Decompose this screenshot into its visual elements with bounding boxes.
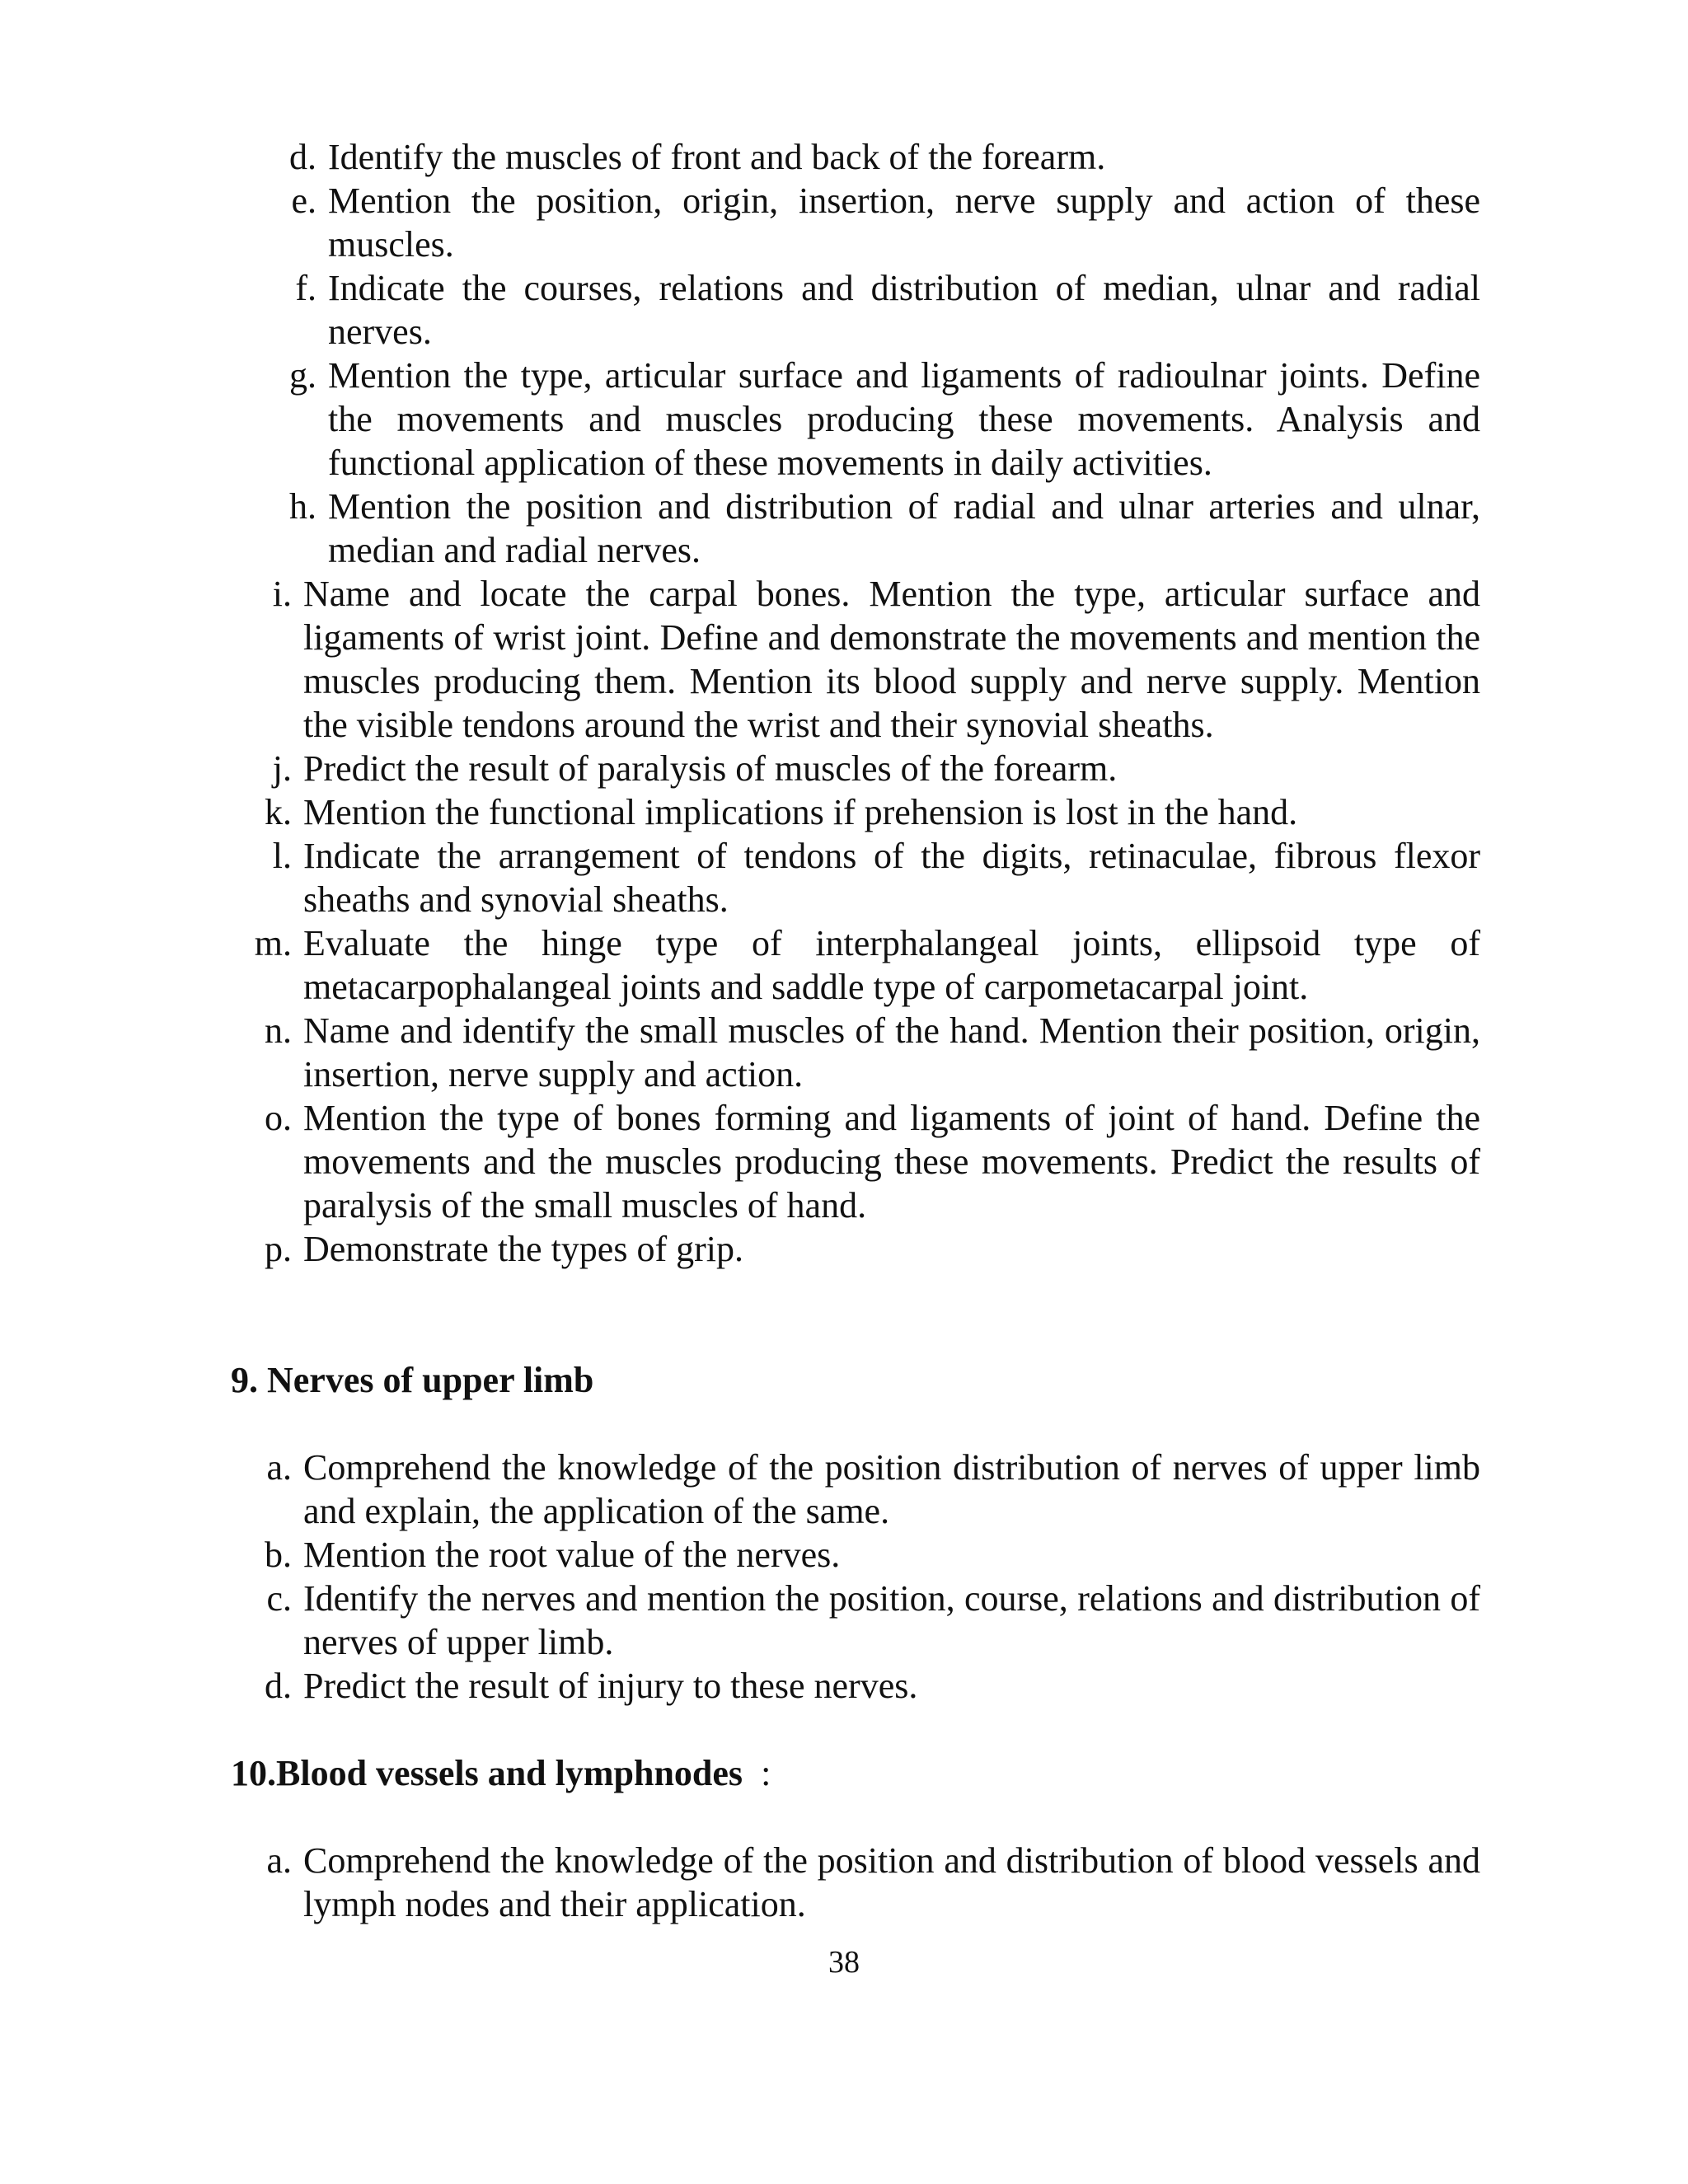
list-item-text: Mention the position and distribution of radial and ulnar arteries and ulnar, median and radial nerves. (328, 486, 1480, 570)
list-item-text: Mention the position, origin, insertion, nerve supply and action of these muscles. (328, 180, 1480, 265)
list-item (295, 266, 1480, 354)
list-marker: a. (266, 1840, 292, 1881)
list-item-text: Predict the result of injury to these nerves. (303, 1666, 918, 1706)
list-item (289, 485, 1480, 572)
list-item-text: Name and identify the small muscles of the hand. Mention their position, origin, insertion, nerve supply and action. (303, 1010, 1480, 1094)
list-item-text: Mention the root value of the nerves. (303, 1535, 841, 1575)
list-marker: d. (289, 137, 316, 177)
list-item (265, 1664, 1480, 1708)
list-marker: e. (291, 180, 316, 221)
list-item (265, 1227, 1480, 1271)
section-heading-nerves: 9. Nerves of upper limb (231, 1360, 594, 1400)
list-item (254, 921, 1480, 1009)
list-item-text: Identify the nerves and mention the position, course, relations and distribution of nerves of upper limb. (303, 1578, 1480, 1662)
list-marker: k. (265, 792, 292, 832)
nerves-objectives-list (265, 1446, 1480, 1708)
list-marker: o. (265, 1098, 292, 1138)
list-item (266, 1839, 1480, 1926)
list-item-text: Name and locate the carpal bones. Mention the type, articular surface and ligaments of wrist joint. Define and demonstrate the movements and mention the muscles producing them. Mention its blood supply and nerve supply. Mention the visible tendons around the wrist and their synovial sheaths. (303, 574, 1480, 745)
list-marker: p. (265, 1229, 292, 1269)
list-item-text: Mention the type of bones forming and ligaments of joint of hand. Define the movements and the muscles producing these movements. Predict the results of paralysis of the small muscles of hand. (303, 1098, 1480, 1226)
list-marker: i. (272, 574, 292, 614)
section-heading-text: 10.Blood vessels and lymphnodes (231, 1753, 743, 1793)
objectives-sub-list (289, 135, 1480, 572)
list-item-text: Indicate the courses, relations and distribution of median, ulnar and radial nerves. (328, 268, 1480, 352)
list-item (265, 1533, 1480, 1577)
list-item-text: Comprehend the knowledge of the position distribution of nerves of upper limb and explain, the application of the same. (303, 1447, 1480, 1531)
list-item (291, 179, 1480, 266)
list-item-text: Identify the muscles of front and back of the forearm. (328, 137, 1106, 177)
section-heading-blood-vessels (231, 1751, 771, 1795)
list-item (265, 1096, 1480, 1227)
list-marker: b. (265, 1535, 292, 1575)
list-item (272, 572, 1480, 747)
list-marker: m. (254, 923, 292, 963)
section-heading-colon: : (761, 1753, 771, 1793)
list-item (289, 135, 1480, 179)
list-marker: n. (265, 1010, 292, 1051)
list-marker: a. (266, 1447, 292, 1488)
list-marker: g. (289, 355, 316, 396)
page-number: 38 (828, 1945, 860, 1980)
objectives-list (254, 572, 1480, 1271)
list-item-text: Mention the functional implications if prehension is lost in the hand. (303, 792, 1298, 832)
list-item (289, 354, 1480, 485)
list-item-text: Predict the result of paralysis of muscles of the forearm. (303, 748, 1118, 789)
list-item (265, 1009, 1480, 1096)
list-item-text: Evaluate the hinge type of interphalangeal joints, ellipsoid type of metacarpophalangeal joints and saddle type of carpometacarpal joint. (303, 923, 1480, 1007)
list-item (265, 790, 1480, 834)
list-item (272, 834, 1480, 921)
list-item-text: Indicate the arrangement of tendons of the digits, retinaculae, fibrous flexor sheaths and synovial sheaths. (303, 836, 1480, 920)
list-item-text: Comprehend the knowledge of the position and distribution of blood vessels and lymph nodes and their application. (303, 1840, 1480, 1924)
list-marker: j. (272, 748, 292, 789)
list-marker: h. (289, 486, 316, 527)
blood-vessels-objectives-list (266, 1839, 1480, 1926)
list-marker: c. (266, 1578, 292, 1619)
list-marker: d. (265, 1666, 292, 1706)
list-item (272, 747, 1480, 790)
list-item-text: Demonstrate the types of grip. (303, 1229, 743, 1269)
list-item (266, 1446, 1480, 1533)
list-marker: l. (272, 836, 292, 876)
list-marker: f. (295, 268, 316, 308)
list-item (266, 1577, 1480, 1664)
list-item-text: Mention the type, articular surface and ligaments of radioulnar joints. Define the movements and muscles producing these movements. Analysis and functional application of these movements in daily activities. (328, 355, 1480, 483)
